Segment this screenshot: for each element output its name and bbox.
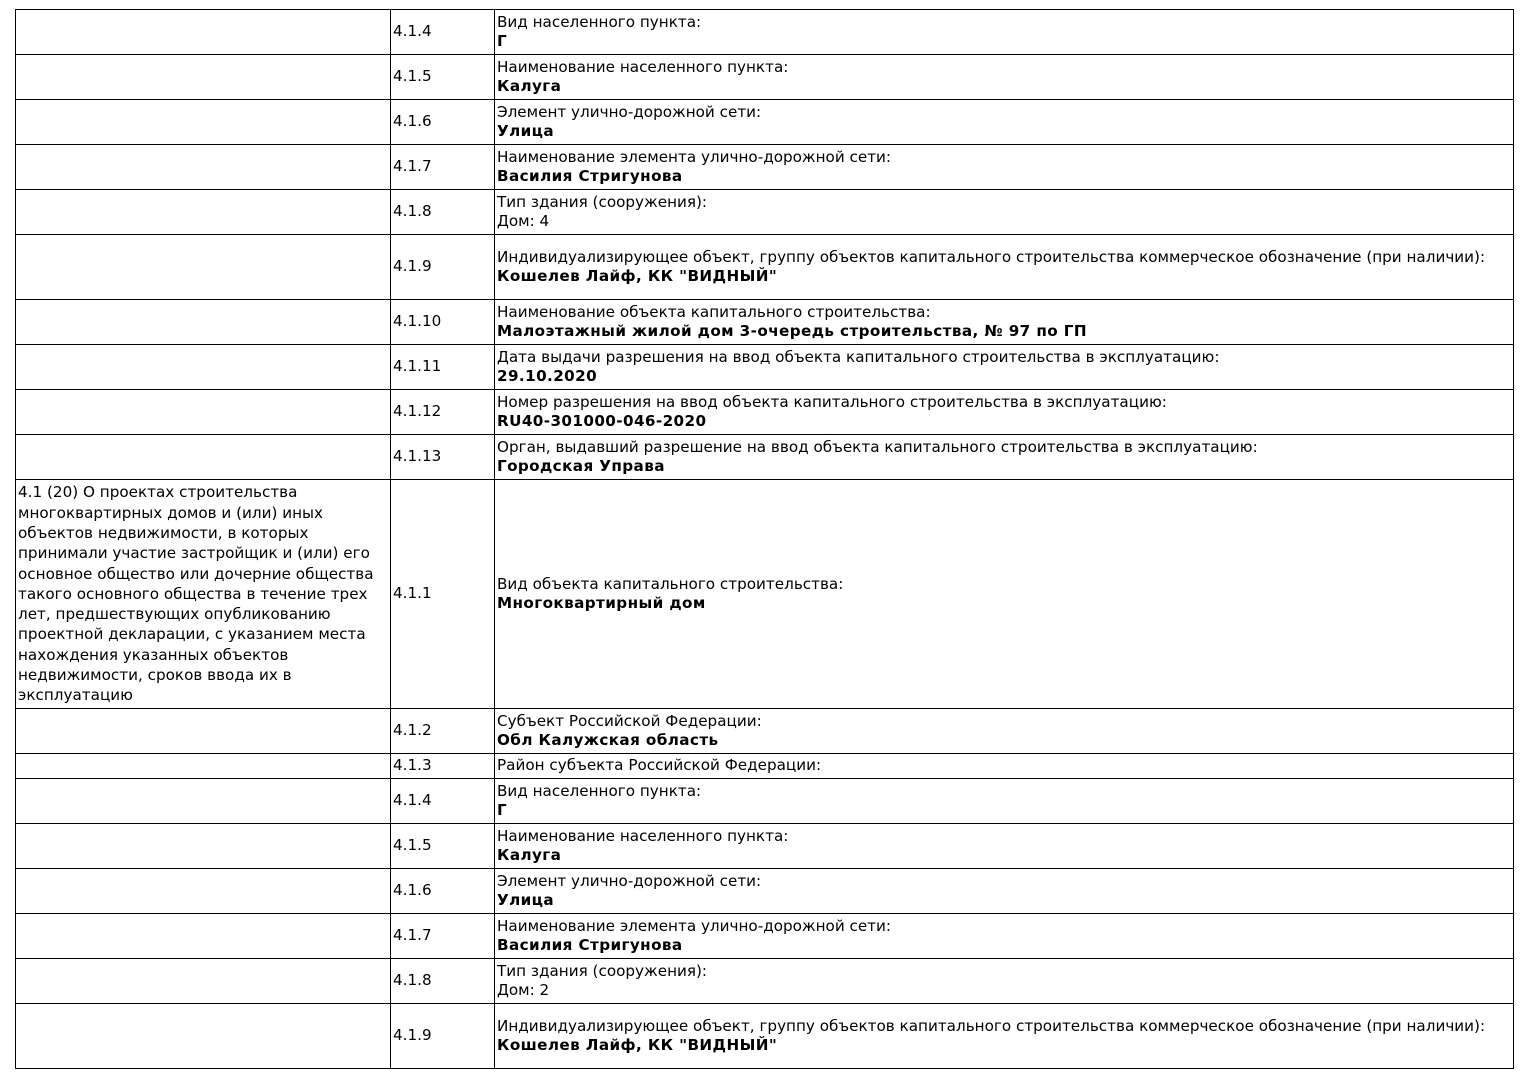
- section-title: 4.1 (20) О проектах строительства многоквартирных домов и (или) иных объектов недвижимости, в которых принимали участие застройщик и (или) его основное общество или дочерние общества такого основного общества в течение трех лет, предшествующих опубликованию проектной декларации, с указанием места нахождения указанных объектов недвижимости, сроков ввода их в эксплуатацию: [18, 483, 374, 705]
- item-label: Элемент улично-дорожной сети:: [497, 102, 762, 121]
- section-cell: [16, 390, 391, 435]
- section-cell: [16, 145, 391, 190]
- section-cell: [16, 754, 391, 779]
- item-content: [495, 300, 1514, 345]
- item-number: 4.1.4: [391, 779, 495, 824]
- item-content: [495, 480, 1514, 709]
- item-number: 4.1.9: [391, 235, 495, 300]
- item-number: 4.1.8: [391, 190, 495, 235]
- item-label: Вид объекта капитального строительства:: [497, 574, 844, 593]
- item-number: 4.1.12: [391, 390, 495, 435]
- item-content: [495, 779, 1514, 824]
- item-label: Индивидуализирующее объект, группу объектов капитального строительства коммерческое обозначение (при наличии):: [497, 247, 1486, 266]
- section-cell: [16, 709, 391, 754]
- item-number: 4.1.6: [391, 869, 495, 914]
- section-cell: [16, 824, 391, 869]
- disclosure-table: [15, 9, 1514, 1069]
- item-value: 29.10.2020: [497, 367, 598, 385]
- item-value: Городская Управа: [497, 457, 665, 475]
- item-content: [495, 145, 1514, 190]
- item-value: Дом: 4: [497, 212, 550, 230]
- table-row: [16, 1004, 1514, 1069]
- item-value: Малоэтажный жилой дом 3-очередь строительства, № 97 по ГП: [497, 322, 1087, 340]
- item-content: [495, 754, 1514, 779]
- item-content: [495, 190, 1514, 235]
- table-row: [16, 55, 1514, 100]
- table-row: [16, 914, 1514, 959]
- item-value: Улица: [497, 122, 554, 140]
- section-cell: [16, 10, 391, 55]
- item-number: 4.1.5: [391, 55, 495, 100]
- item-label: Тип здания (сооружения):: [497, 961, 708, 980]
- item-content: [495, 390, 1514, 435]
- item-content: [495, 914, 1514, 959]
- item-value: Многоквартирный дом: [497, 594, 706, 612]
- section-cell: [16, 345, 391, 390]
- item-value: Василия Стригунова: [497, 167, 683, 185]
- item-label: Субъект Российской Федерации:: [497, 711, 762, 730]
- table-row: [16, 709, 1514, 754]
- section-cell: [16, 959, 391, 1004]
- item-value: Г: [497, 801, 508, 819]
- table-row: [16, 869, 1514, 914]
- item-label: Наименование населенного пункта:: [497, 57, 789, 76]
- item-content: [495, 235, 1514, 300]
- table-row: [16, 100, 1514, 145]
- item-number: 4.1.4: [391, 10, 495, 55]
- item-label: Наименование объекта капитального строительства:: [497, 302, 931, 321]
- table-row: [16, 145, 1514, 190]
- table-row: [16, 390, 1514, 435]
- item-label: Орган, выдавший разрешение на ввод объекта капитального строительства в эксплуатацию:: [497, 437, 1258, 456]
- item-number: 4.1.2: [391, 709, 495, 754]
- table-row: [16, 300, 1514, 345]
- item-number: 4.1.7: [391, 145, 495, 190]
- item-content: [495, 55, 1514, 100]
- item-number: 4.1.10: [391, 300, 495, 345]
- section-cell: [16, 235, 391, 300]
- table-row: [16, 10, 1514, 55]
- item-value: Кошелев Лайф, КК "ВИДНЫЙ": [497, 1036, 778, 1054]
- item-number: 4.1.11: [391, 345, 495, 390]
- item-content: [495, 709, 1514, 754]
- item-number: 4.1.5: [391, 824, 495, 869]
- item-label: Элемент улично-дорожной сети:: [497, 871, 762, 890]
- section-cell: [16, 914, 391, 959]
- item-value: Дом: 2: [497, 981, 550, 999]
- item-number: 4.1.6: [391, 100, 495, 145]
- item-label: Вид населенного пункта:: [497, 12, 702, 31]
- section-cell: [16, 779, 391, 824]
- item-label: Район субъекта Российской Федерации:: [497, 756, 822, 775]
- section-title-cell: [16, 480, 391, 709]
- item-label: Номер разрешения на ввод объекта капитального строительства в эксплуатацию:: [497, 392, 1167, 411]
- section-cell: [16, 435, 391, 480]
- item-value: Г: [497, 32, 508, 50]
- item-content: [495, 435, 1514, 480]
- table-row: [16, 190, 1514, 235]
- item-value: Василия Стригунова: [497, 936, 683, 954]
- item-number: 4.1.9: [391, 1004, 495, 1069]
- table-row: [16, 959, 1514, 1004]
- table-row: [16, 754, 1514, 779]
- item-number: 4.1.13: [391, 435, 495, 480]
- table-row: [16, 345, 1514, 390]
- item-number: 4.1.7: [391, 914, 495, 959]
- item-value: Калуга: [497, 77, 562, 95]
- item-value: Кошелев Лайф, КК "ВИДНЫЙ": [497, 267, 778, 285]
- item-value: RU40-301000-046-2020: [497, 412, 707, 430]
- item-content: [495, 345, 1514, 390]
- item-content: [495, 10, 1514, 55]
- table-row: [16, 779, 1514, 824]
- item-label: Наименование населенного пункта:: [497, 826, 789, 845]
- table-row: [16, 480, 1514, 709]
- item-number: 4.1.3: [391, 754, 495, 779]
- item-label: Наименование элемента улично-дорожной сети:: [497, 916, 892, 935]
- table-row: [16, 824, 1514, 869]
- item-number: 4.1.1: [391, 480, 495, 709]
- item-label: Дата выдачи разрешения на ввод объекта капитального строительства в эксплуатацию:: [497, 347, 1220, 366]
- section-cell: [16, 300, 391, 345]
- section-cell: [16, 869, 391, 914]
- item-content: [495, 100, 1514, 145]
- table-row: [16, 235, 1514, 300]
- item-value: Калуга: [497, 846, 562, 864]
- item-content: [495, 824, 1514, 869]
- table-row: [16, 435, 1514, 480]
- section-cell: [16, 190, 391, 235]
- item-label: Тип здания (сооружения):: [497, 192, 708, 211]
- item-value: Улица: [497, 891, 554, 909]
- item-content: [495, 869, 1514, 914]
- item-content: [495, 1004, 1514, 1069]
- item-value: Обл Калужская область: [497, 731, 719, 749]
- section-cell: [16, 1004, 391, 1069]
- section-cell: [16, 100, 391, 145]
- item-label: Индивидуализирующее объект, группу объектов капитального строительства коммерческое обозначение (при наличии):: [497, 1016, 1486, 1035]
- item-label: Вид населенного пункта:: [497, 781, 702, 800]
- section-cell: [16, 55, 391, 100]
- item-content: [495, 959, 1514, 1004]
- item-number: 4.1.8: [391, 959, 495, 1004]
- item-label: Наименование элемента улично-дорожной сети:: [497, 147, 892, 166]
